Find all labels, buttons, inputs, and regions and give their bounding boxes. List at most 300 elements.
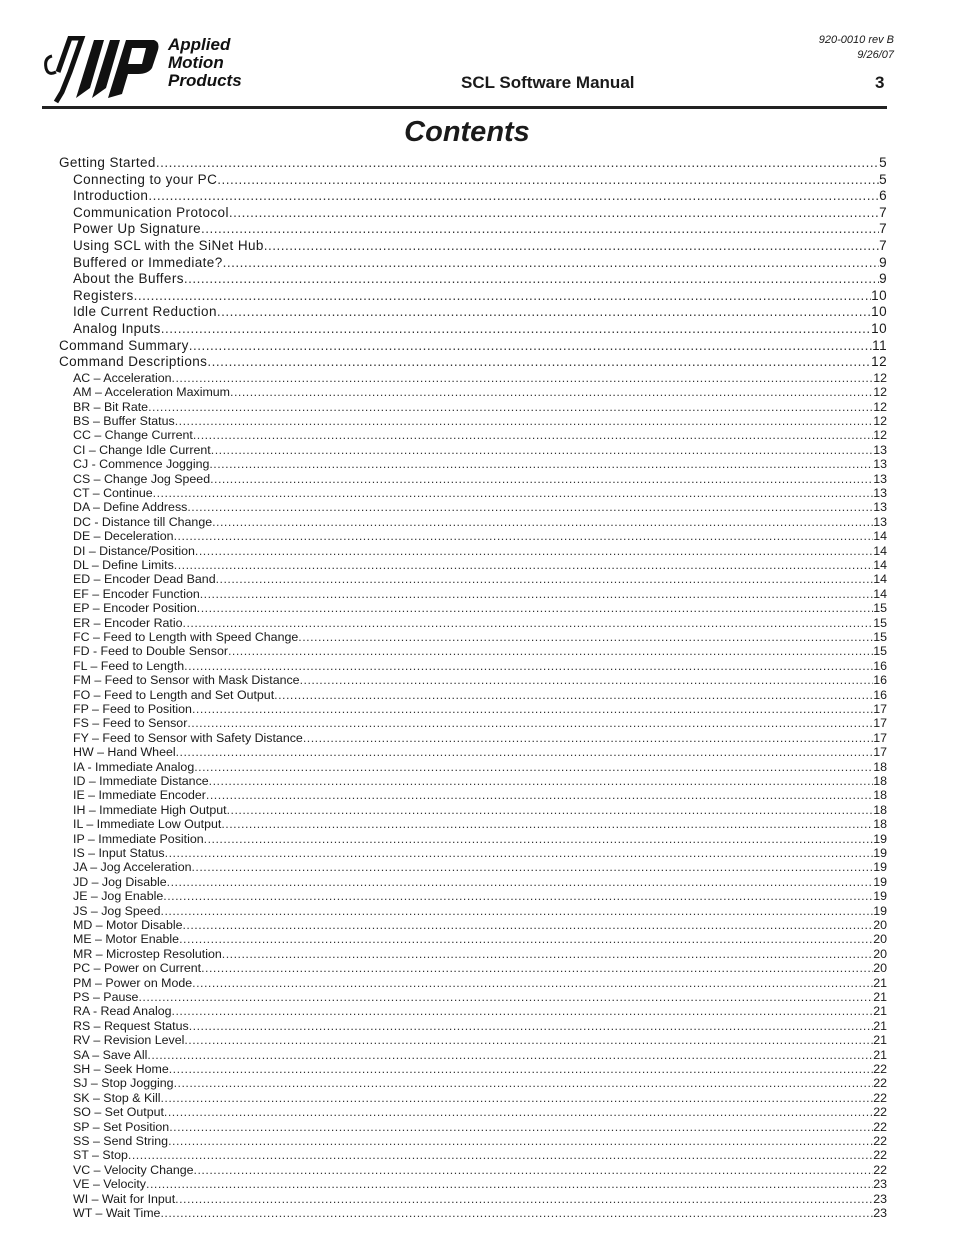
toc-entry-page: 13: [873, 486, 887, 500]
toc-entry-title: ST – Stop: [73, 1148, 128, 1163]
toc-dot-leader: [175, 1192, 873, 1206]
toc-entry-page: 19: [873, 846, 887, 860]
toc-dot-leader: [153, 486, 874, 500]
toc-entry-title: JD – Jog Disable: [73, 874, 167, 889]
toc-entry-title: FY – Feed to Sensor with Safety Distance: [73, 730, 303, 745]
toc-entry[interactable]: [59, 457, 887, 471]
toc-dot-leader: [195, 544, 873, 558]
toc-entry-page: 20: [873, 918, 887, 932]
toc-entry-title: FP – Feed to Position: [73, 702, 192, 716]
toc-entry-page: 6: [879, 188, 887, 204]
toc-entry-page: 15: [873, 615, 887, 630]
toc-entry-page: 21: [873, 1047, 887, 1062]
toc-entry-page: 20: [873, 946, 887, 961]
toc-entry[interactable]: [59, 616, 887, 630]
toc-entry[interactable]: [59, 428, 887, 442]
toc-dot-leader: [192, 702, 873, 716]
toc-entry-title: AM – Acceleration Maximum: [73, 385, 230, 400]
toc-dot-leader: [194, 760, 873, 774]
toc-entry[interactable]: [59, 803, 887, 817]
toc-dot-leader: [221, 817, 873, 831]
toc-dot-leader: [227, 803, 874, 817]
toc-dot-leader: [184, 1033, 873, 1047]
toc-entry[interactable]: [59, 1004, 887, 1018]
toc-entry-title: SA – Save All: [73, 1047, 148, 1062]
toc-entry-page: 12: [873, 414, 887, 428]
toc-entry-page: 22: [873, 1119, 887, 1134]
toc-entry[interactable]: [59, 472, 887, 486]
toc-entry-page: 21: [873, 990, 887, 1004]
toc-entry-page: 21: [873, 1033, 887, 1048]
toc-entry-title: Analog Inputs: [73, 321, 161, 336]
toc-entry-page: 19: [873, 860, 887, 875]
manual-title: SCL Software Manual: [461, 73, 635, 92]
toc-entry-page: 14: [873, 586, 887, 601]
toc-dot-leader: [163, 889, 873, 903]
toc-entry-title: Connecting to your PC: [73, 171, 218, 187]
toc-entry[interactable]: [59, 205, 887, 220]
toc-dot-leader: [184, 271, 879, 286]
toc-entry-title: ID – Immediate Distance: [73, 774, 209, 788]
toc-entry-title: Command Descriptions: [59, 354, 208, 370]
toc-entry[interactable]: [59, 572, 887, 586]
toc-dot-leader: [161, 321, 871, 336]
toc-dot-leader: [229, 205, 879, 220]
toc-entry[interactable]: [59, 702, 887, 716]
toc-dot-leader: [134, 288, 872, 303]
toc-dot-leader: [274, 688, 873, 702]
toc-entry-title: FL – Feed to Length: [73, 658, 185, 673]
toc-entry[interactable]: [59, 1091, 887, 1105]
toc-dot-leader: [174, 558, 873, 572]
toc-entry-title: VE – Velocity: [73, 1177, 147, 1192]
toc-entry-title: FD - Feed to Double Sensor: [73, 644, 228, 659]
toc-dot-leader: [201, 221, 879, 236]
toc-entry-page: 14: [873, 572, 887, 587]
toc-entry[interactable]: [59, 1206, 887, 1220]
toc-dot-leader: [303, 731, 873, 745]
toc-entry-page: 17: [873, 730, 887, 745]
toc-dot-leader: [216, 572, 874, 586]
toc-entry[interactable]: [59, 976, 887, 990]
toc-entry-page: 9: [879, 271, 887, 287]
toc-entry-page: 12: [873, 370, 887, 385]
toc-entry[interactable]: [59, 961, 887, 975]
toc-entry-title: CJ - Commence Jogging: [73, 457, 210, 472]
company-name-line3: Products: [168, 71, 242, 90]
toc-dot-leader: [169, 1062, 873, 1076]
toc-entry[interactable]: [59, 238, 887, 253]
toc-entry-page: 13: [873, 442, 887, 457]
toc-dot-leader: [204, 832, 874, 846]
toc-entry-page: 22: [873, 1134, 887, 1148]
toc-entry-page: 16: [873, 673, 887, 688]
toc-entry-page: 19: [873, 889, 887, 904]
toc-entry-page: 15: [873, 644, 887, 659]
toc-entry-title: PC – Power on Current: [73, 961, 202, 976]
toc-entry-page: 13: [873, 457, 887, 472]
toc-entry[interactable]: [59, 904, 887, 918]
toc-entry-page: 16: [873, 687, 887, 702]
toc-entry[interactable]: [59, 918, 887, 932]
toc-entry-page: 14: [873, 529, 887, 544]
company-logo: [42, 36, 252, 106]
toc-entry-title: IE – Immediate Encoder: [73, 788, 206, 803]
toc-entry[interactable]: [59, 529, 887, 543]
toc-entry[interactable]: [59, 558, 887, 572]
toc-entry[interactable]: [59, 745, 887, 759]
company-name-line1: Applied: [168, 35, 231, 54]
toc-dot-leader: [228, 644, 873, 658]
toc-dot-leader: [174, 529, 874, 543]
toc-entry-page: 19: [873, 874, 887, 889]
toc-dot-leader: [189, 1019, 873, 1033]
toc-entry-title: AC – Acceleration: [73, 370, 172, 385]
toc-entry-page: 12: [873, 428, 887, 443]
toc-dot-leader: [223, 255, 879, 270]
toc-entry-page: 15: [873, 601, 887, 616]
toc-entry-page: 23: [873, 1191, 887, 1206]
toc-dot-leader: [172, 1004, 874, 1018]
toc-entry-title: DI – Distance/Position: [73, 543, 195, 558]
toc-entry-title: DE – Deceleration: [73, 529, 174, 544]
toc-entry-title: SJ – Stop Jogging: [73, 1076, 174, 1091]
toc-entry-title: Idle Current Reduction: [73, 304, 217, 320]
toc-dot-leader: [168, 1134, 873, 1148]
toc-entry[interactable]: [59, 288, 887, 303]
toc-entry-title: SH – Seek Home: [73, 1062, 169, 1076]
toc-entry-title: Command Summary: [59, 337, 189, 353]
toc-entry-title: MD – Motor Disable: [73, 918, 183, 932]
toc-entry-page: 7: [879, 238, 887, 253]
toc-entry-page: 15: [873, 630, 887, 644]
toc-dot-leader: [174, 1076, 874, 1090]
toc-dot-leader: [161, 904, 874, 918]
toc-dot-leader: [175, 414, 873, 428]
toc-entry-title: Power Up Signature: [73, 221, 202, 237]
toc-entry-title: PM – Power on Mode: [73, 975, 193, 990]
toc-entry-title: VC – Velocity Change: [73, 1162, 194, 1177]
toc-dot-leader: [209, 457, 873, 471]
toc-entry[interactable]: [59, 932, 887, 946]
toc-dot-leader: [300, 673, 874, 687]
toc-entry[interactable]: [59, 385, 887, 399]
toc-entry-page: 17: [873, 702, 887, 716]
toc-entry-title: IL – Immediate Low Output: [73, 817, 222, 832]
toc-entry-page: 17: [873, 745, 887, 760]
toc-entry-title: DL – Define Limits: [73, 558, 174, 572]
contents-heading: Contents: [404, 116, 530, 148]
toc-entry[interactable]: [59, 716, 887, 730]
toc-entry-title: JE – Jog Enable: [73, 889, 164, 904]
toc-entry-page: 22: [873, 1062, 887, 1076]
toc-dot-leader: [197, 601, 873, 615]
document-info: [819, 33, 894, 63]
toc-dot-leader: [169, 1120, 873, 1134]
toc-entry-page: 5: [879, 171, 887, 187]
toc-entry-title: FC – Feed to Length with Speed Change: [73, 630, 299, 644]
toc-entry-title: IA - Immediate Analog: [73, 759, 195, 774]
toc-entry-page: 13: [873, 471, 887, 486]
toc-entry-page: 18: [873, 759, 887, 774]
toc-entry-title: WI – Wait for Input: [73, 1191, 176, 1206]
toc-entry[interactable]: [59, 338, 887, 353]
toc-dot-leader: [179, 932, 873, 946]
toc-entry-title: CS – Change Jog Speed: [73, 471, 211, 486]
toc-entry[interactable]: [59, 1148, 887, 1162]
toc-entry[interactable]: [59, 817, 887, 831]
toc-entry-title: ER – Encoder Ratio: [73, 615, 183, 630]
toc-entry-page: 22: [873, 1148, 887, 1163]
toc-dot-leader: [148, 188, 879, 203]
logo-mark-icon: [42, 36, 160, 106]
toc-dot-leader: [201, 961, 873, 975]
toc-entry-title: HW – Hand Wheel: [73, 745, 176, 760]
toc-entry[interactable]: [59, 255, 887, 270]
toc-entry-page: 12: [871, 354, 887, 370]
toc-entry[interactable]: [59, 774, 887, 788]
toc-entry[interactable]: [59, 221, 887, 236]
toc-entry[interactable]: [59, 1192, 887, 1206]
toc-entry-title: ED – Encoder Dead Band: [73, 572, 216, 587]
toc-entry[interactable]: [59, 587, 887, 601]
toc-entry[interactable]: [59, 443, 887, 457]
toc-entry[interactable]: [59, 1062, 887, 1076]
toc-entry-title: FO – Feed to Length and Set Output: [73, 687, 275, 702]
toc-entry-title: Using SCL with the SiNet Hub: [73, 238, 264, 253]
toc-entry[interactable]: [59, 486, 887, 500]
toc-entry[interactable]: [59, 172, 887, 187]
toc-entry[interactable]: [59, 354, 887, 369]
toc-dot-leader: [192, 976, 873, 990]
toc-entry-title: RV – Revision Level: [73, 1033, 185, 1048]
toc-entry-page: 7: [879, 204, 887, 220]
toc-entry[interactable]: [59, 760, 887, 774]
toc-dot-leader: [164, 1105, 873, 1119]
toc-entry[interactable]: [59, 688, 887, 702]
toc-entry-page: 22: [873, 1162, 887, 1177]
toc-entry[interactable]: [59, 659, 887, 673]
toc-entry[interactable]: [59, 947, 887, 961]
toc-entry-page: 23: [873, 1206, 887, 1220]
toc-entry-title: EF – Encoder Function: [73, 586, 200, 601]
toc-entry-title: BS – Buffer Status: [73, 414, 175, 428]
toc-dot-leader: [147, 1048, 873, 1062]
toc-entry[interactable]: [59, 673, 887, 687]
toc-entry[interactable]: [59, 321, 887, 336]
toc-dot-leader: [193, 428, 873, 442]
toc-entry-title: BR – Bit Rate: [73, 399, 149, 414]
toc-dot-leader: [207, 354, 871, 369]
toc-dot-leader: [182, 918, 873, 932]
toc-entry[interactable]: [59, 1120, 887, 1134]
toc-dot-leader: [146, 1177, 873, 1191]
toc-entry-title: FS – Feed to Sensor: [73, 716, 188, 731]
header-divider: [42, 106, 887, 109]
toc-dot-leader: [128, 1148, 873, 1162]
toc-dot-leader: [200, 587, 873, 601]
toc-dot-leader: [222, 947, 873, 961]
toc-entry-page: 10: [871, 304, 887, 320]
toc-entry[interactable]: [59, 875, 887, 889]
toc-dot-leader: [210, 472, 873, 486]
toc-entry[interactable]: [59, 889, 887, 903]
toc-entry[interactable]: [59, 500, 887, 514]
toc-dot-leader: [148, 400, 873, 414]
document-date: 9/26/07: [857, 49, 894, 61]
toc-entry-page: 10: [871, 321, 887, 336]
toc-entry-title: PS – Pause: [73, 990, 139, 1004]
toc-entry-title: Introduction: [73, 188, 149, 204]
toc-entry[interactable]: [59, 1048, 887, 1062]
toc-dot-leader: [160, 1206, 873, 1220]
toc-dot-leader: [212, 515, 873, 529]
toc-entry[interactable]: [59, 1076, 887, 1090]
toc-entry-page: 12: [873, 385, 887, 400]
toc-entry-title: CC – Change Current: [73, 428, 193, 443]
toc-entry-page: 18: [873, 788, 887, 803]
toc-dot-leader: [298, 630, 873, 644]
toc-dot-leader: [167, 875, 874, 889]
toc-dot-leader: [209, 774, 874, 788]
toc-entry-title: About the Buffers: [73, 271, 184, 287]
toc-entry-title: FM – Feed to Sensor with Mask Distance: [73, 673, 300, 688]
toc-dot-leader: [217, 172, 879, 187]
toc-entry-page: 10: [871, 287, 887, 303]
toc-entry-page: 22: [873, 1076, 887, 1091]
toc-entry-page: 22: [873, 1090, 887, 1105]
toc-entry-title: DA – Define Address: [73, 500, 188, 515]
toc-entry-page: 13: [873, 500, 887, 515]
toc-dot-leader: [187, 716, 873, 730]
toc-entry[interactable]: [59, 1163, 887, 1177]
toc-dot-leader: [172, 371, 874, 385]
toc-entry-title: SS – Send String: [73, 1134, 169, 1148]
toc-entry[interactable]: [59, 601, 887, 615]
toc-entry[interactable]: [59, 414, 887, 428]
toc-entry[interactable]: [59, 832, 887, 846]
toc-entry[interactable]: [59, 400, 887, 414]
toc-entry[interactable]: [59, 371, 887, 385]
toc-entry-page: 11: [872, 337, 887, 353]
toc-entry-page: 21: [873, 1018, 887, 1033]
toc-entry[interactable]: [59, 515, 887, 529]
toc-entry[interactable]: [59, 731, 887, 745]
toc-entry-title: DC - Distance till Change: [73, 514, 213, 529]
toc-entry-title: SO – Set Output: [73, 1105, 164, 1120]
toc-entry-title: MR – Microstep Resolution: [73, 946, 222, 961]
toc-dot-leader: [187, 500, 873, 514]
toc-dot-leader: [217, 304, 871, 319]
toc-entry-title: IS – Input Status: [73, 846, 165, 860]
toc-entry[interactable]: [59, 1105, 887, 1119]
toc-entry-title: WT – Wait Time: [73, 1206, 161, 1220]
toc-entry-title: IH – Immediate High Output: [73, 802, 227, 817]
toc-entry[interactable]: [59, 1134, 887, 1148]
toc-entry-page: 21: [873, 1004, 887, 1019]
toc-entry-title: Registers: [73, 287, 134, 303]
toc-dot-leader: [138, 990, 873, 1004]
toc-entry-page: 13: [873, 514, 887, 529]
toc-entry-title: ME – Motor Enable: [73, 932, 180, 947]
toc-entry-title: CI – Change Idle Current: [73, 442, 211, 457]
toc-dot-leader: [183, 616, 874, 630]
toc-entry-title: SP – Set Position: [73, 1119, 170, 1134]
toc-entry-page: 14: [873, 558, 887, 572]
toc-entry-title: Getting Started: [59, 155, 156, 170]
toc-dot-leader: [191, 860, 873, 874]
toc-entry-title: JA – Jog Acceleration: [73, 860, 192, 875]
toc-entry-page: 18: [873, 817, 887, 832]
toc-entry-page: 21: [873, 975, 887, 990]
toc-entry-title: Communication Protocol: [73, 204, 229, 220]
toc-entry-page: 9: [879, 254, 887, 270]
toc-dot-leader: [211, 443, 873, 457]
toc-entry-page: 23: [873, 1177, 887, 1192]
company-name: [168, 36, 242, 90]
toc-entry-page: 20: [873, 932, 887, 947]
toc-dot-leader: [189, 338, 872, 353]
toc-entry-page: 5: [879, 155, 887, 170]
toc-entry-page: 18: [873, 802, 887, 817]
toc-entry-page: 19: [873, 903, 887, 918]
toc-entry[interactable]: [59, 644, 887, 658]
toc-entry[interactable]: [59, 846, 887, 860]
toc-entry[interactable]: [59, 304, 887, 319]
toc-entry-title: RS – Request Status: [73, 1018, 189, 1033]
toc-dot-leader: [176, 745, 874, 759]
toc-entry[interactable]: [59, 271, 887, 286]
toc-entry[interactable]: [59, 788, 887, 802]
toc-dot-leader: [156, 155, 879, 170]
toc-entry-title: IP – Immediate Position: [73, 831, 204, 846]
toc-entry-page: 14: [873, 543, 887, 558]
toc-entry-title: Buffered or Immediate?: [73, 254, 223, 270]
toc-entry-title: SK – Stop & Kill: [73, 1090, 161, 1105]
toc-entry-title: JS – Jog Speed: [73, 903, 161, 918]
toc-entry[interactable]: [59, 1033, 887, 1047]
toc-entry[interactable]: [59, 630, 887, 644]
toc-entry-page: 19: [873, 831, 887, 846]
toc-entry-title: EP – Encoder Position: [73, 601, 197, 616]
toc-entry-page: 17: [873, 716, 887, 731]
toc-entry[interactable]: [59, 1019, 887, 1033]
page-number: 3: [875, 73, 885, 92]
toc-dot-leader: [160, 1091, 873, 1105]
toc-entry-page: 20: [873, 961, 887, 976]
toc-dot-leader: [206, 788, 873, 802]
toc-entry-page: 7: [879, 221, 887, 237]
toc-entry-page: 16: [873, 658, 887, 673]
toc-entry-title: RA - Read Analog: [73, 1004, 172, 1019]
toc-entry[interactable]: [59, 155, 887, 170]
toc-entry[interactable]: [59, 990, 887, 1004]
toc-entry[interactable]: [59, 860, 887, 874]
toc-dot-leader: [230, 385, 873, 399]
toc-entry-page: 22: [873, 1105, 887, 1120]
toc-dot-leader: [165, 846, 874, 860]
toc-entry[interactable]: [59, 188, 887, 203]
toc-entry-page: 12: [873, 399, 887, 414]
toc-entry-page: 18: [873, 774, 887, 788]
toc-entry[interactable]: [59, 544, 887, 558]
toc-dot-leader: [264, 238, 879, 253]
toc-entry[interactable]: [59, 1177, 887, 1191]
toc-entry-title: CT – Continue: [73, 486, 153, 500]
document-number: 920-0010 rev B: [818, 34, 894, 46]
toc-dot-leader: [184, 659, 873, 673]
toc-dot-leader: [194, 1163, 874, 1177]
